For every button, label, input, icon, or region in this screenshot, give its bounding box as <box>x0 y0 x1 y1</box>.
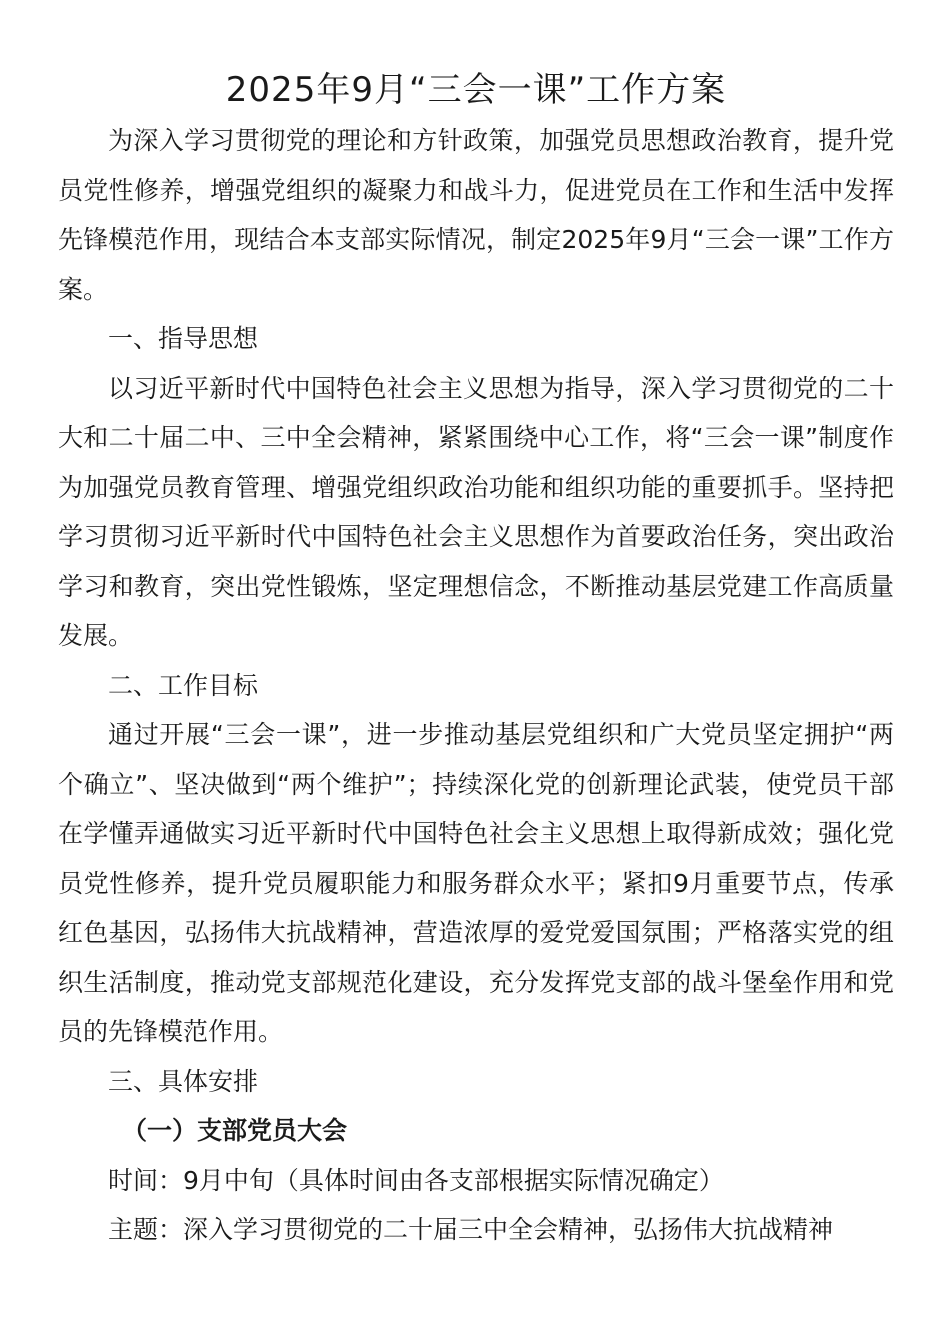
meeting-time: 时间：9月中旬（具体时间由各支部根据实际情况确定） <box>108 1165 724 1195</box>
document-page <box>58 64 894 1255</box>
document-title: 2025年9月“三会一课”工作方案 <box>225 70 727 110</box>
section-1-body: 以习近平新时代中国特色社会主义思想为指导，深入学习贯彻党的二十大和二十届二中、三中全会精神，紧紧围绕中心工作，将“三会一课”制度作为加强党员教育管理、增强党组织政治功能和组织功能的重要抓手。坚持把学习贯彻习近平新时代中国特色社会主义思想作为首要政治任务，突出政治学习和教育，突出党性锻炼，坚定理想信念，不断推动基层党建工作高质量发展。 <box>58 373 894 650</box>
section-2-body: 通过开展“三会一课”，进一步推动基层党组织和广大党员坚定拥护“两个确立”、坚决做到“两个维护”；持续深化党的创新理论武装，使党员干部在学懂弄通做实习近平新时代中国特色社会主义思想上取得新成效；强化党员党性修养，提升党员履职能力和服务群众水平；紧扣9月重要节点，传承红色基因，弘扬伟大抗战精神，营造浓厚的爱党爱国氛围；严格落实党的组织生活制度，推动党支部规范化建设，充分发挥党支部的战斗堡垒作用和党员的先锋模范作用。 <box>58 720 894 1046</box>
section-1-heading: 一、指导思想 <box>108 324 259 353</box>
intro-paragraph: 为深入学习贯彻党的理论和方针政策，加强党员思想政治教育，提升党员党性修养，增强党组织的凝聚力和战斗力，促进党员在工作和生活中发挥先锋模范作用，现结合本支部实际情况，制定2025年9月“三会一课”工作方案。 <box>58 126 894 304</box>
meeting-theme: 主题：深入学习贯彻党的二十届三中全会精神，弘扬伟大抗战精神 <box>108 1215 834 1244</box>
section-3-subheading: （一）支部党员大会 <box>122 1116 348 1145</box>
section-2-heading: 二、工作目标 <box>108 670 259 700</box>
section-3-heading: 三、具体安排 <box>108 1066 259 1096</box>
